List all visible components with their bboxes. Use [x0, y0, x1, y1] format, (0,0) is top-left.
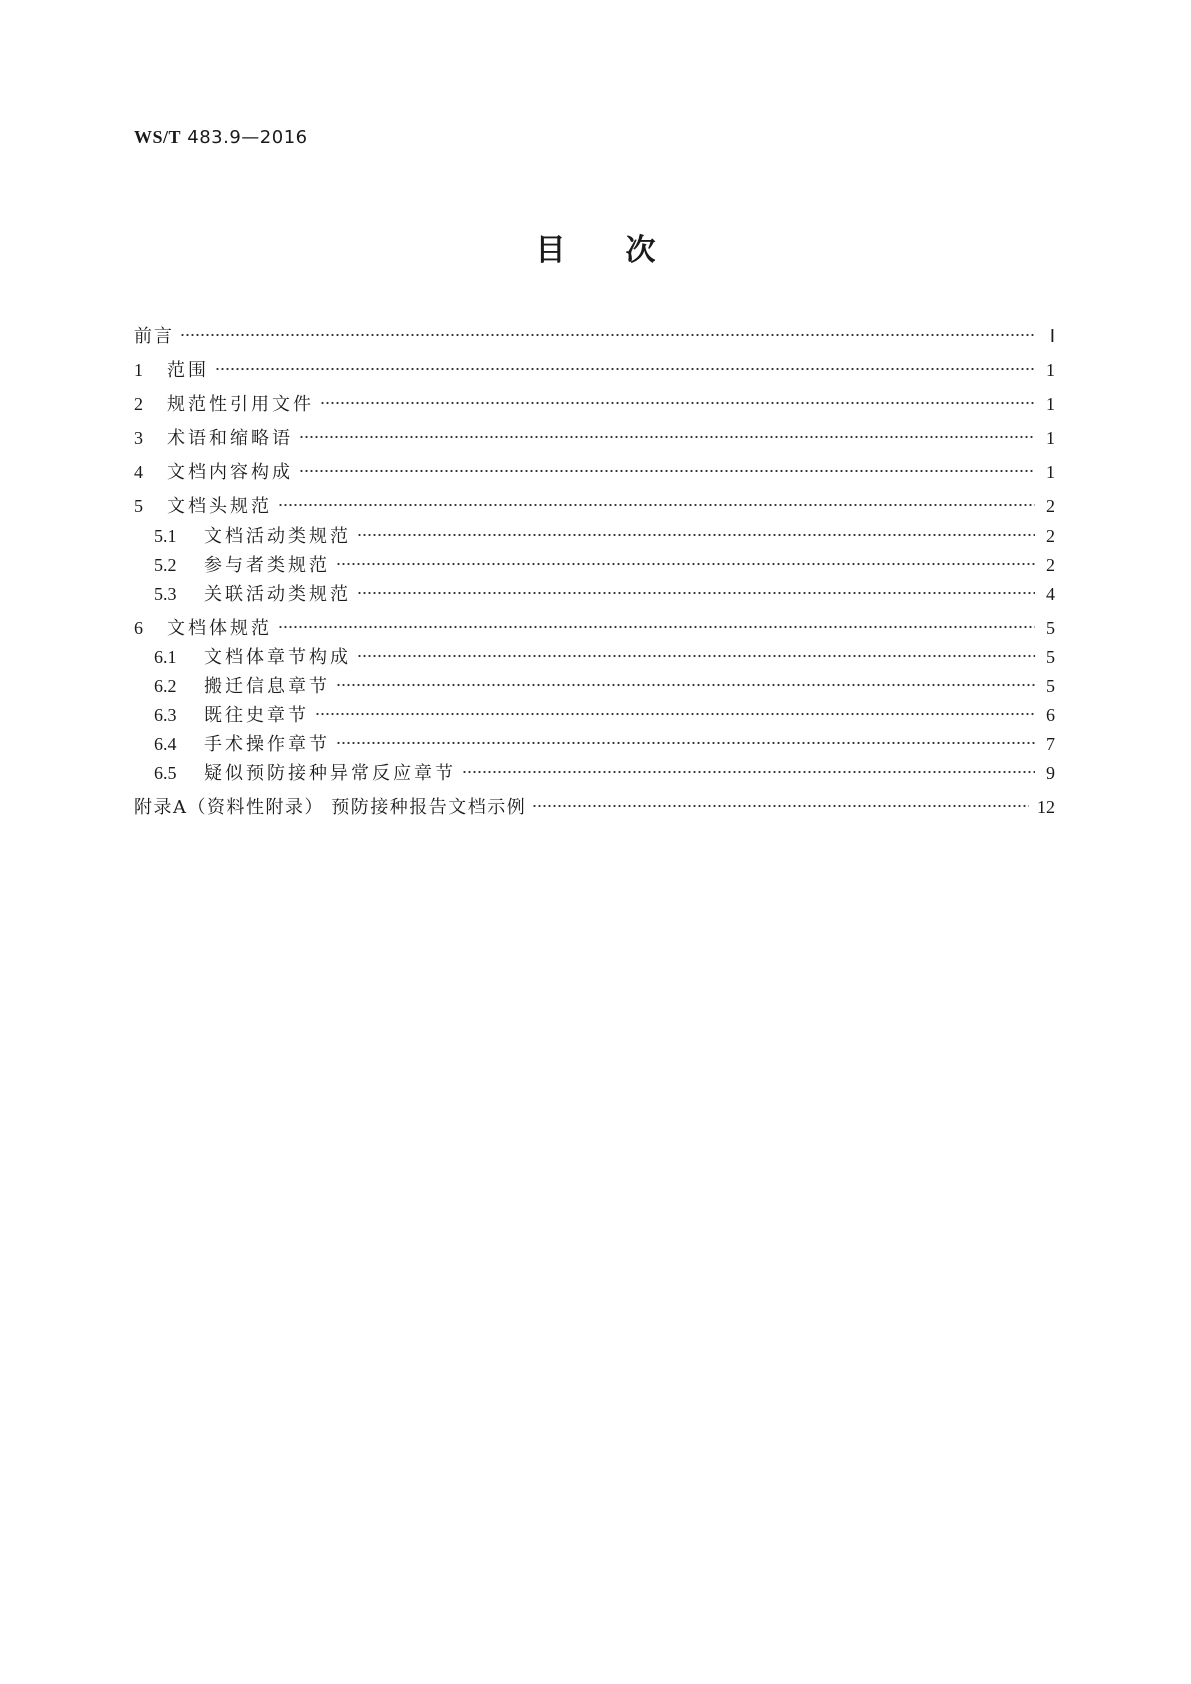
toc-page: 12 [1037, 797, 1055, 817]
toc-number: 5 [134, 496, 143, 516]
toc-label: 规范性引用文件 [167, 394, 314, 415]
toc-entry-6-2[interactable] [134, 672, 1055, 698]
toc-page: 5 [1046, 618, 1055, 638]
toc-page: 1 [1046, 360, 1055, 380]
toc-number: 5.3 [154, 584, 177, 604]
toc-number: 6.1 [154, 647, 177, 667]
toc-page: 2 [1046, 555, 1055, 575]
toc-entry-5[interactable] [134, 492, 1055, 518]
toc-entry-6-3[interactable] [134, 701, 1055, 727]
toc-entry-appendix-a[interactable] [134, 793, 1055, 819]
dot-leader [299, 435, 1035, 439]
standard-number: 483.9—2016 [181, 127, 308, 148]
toc-entry-6[interactable] [134, 614, 1055, 640]
toc-label: 搬迁信息章节 [204, 676, 330, 697]
toc-number: 6.5 [154, 763, 177, 783]
dot-leader [532, 804, 1029, 808]
toc-page: 1 [1046, 394, 1055, 414]
dot-leader [357, 591, 1035, 595]
dot-leader [320, 401, 1035, 405]
toc-page: 2 [1046, 526, 1055, 546]
dot-leader [299, 469, 1035, 473]
toc-number: 2 [134, 394, 143, 414]
dot-leader [315, 712, 1035, 716]
toc-page: 4 [1046, 584, 1055, 604]
toc-label: 疑似预防接种异常反应章节 [204, 763, 456, 784]
toc-entry-5-2[interactable] [134, 551, 1055, 577]
dot-leader [357, 654, 1035, 658]
dot-leader [462, 770, 1035, 774]
toc-label: 文档头规范 [167, 496, 272, 517]
toc-label: 附录A（资料性附录） 预防接种报告文档示例 [134, 797, 527, 818]
dot-leader [278, 503, 1035, 507]
toc-page: 2 [1046, 496, 1055, 516]
dot-leader [215, 367, 1035, 371]
toc-page: 7 [1046, 734, 1055, 754]
toc-entry-2[interactable] [134, 390, 1055, 416]
toc-number: 6.4 [154, 734, 177, 754]
toc-entry-1[interactable] [134, 356, 1055, 382]
toc-entry-4[interactable] [134, 458, 1055, 484]
toc-number: 3 [134, 428, 143, 448]
toc-number: 1 [134, 360, 143, 380]
toc-label: 既往史章节 [204, 705, 309, 726]
dot-leader [357, 533, 1035, 537]
toc-page: 6 [1046, 705, 1055, 725]
toc-entry-6-1[interactable] [134, 643, 1055, 669]
dot-leader [180, 333, 1035, 337]
toc-entry-6-4[interactable] [134, 730, 1055, 756]
toc-page: Ⅰ [1049, 326, 1055, 346]
toc-entry-6-5[interactable] [134, 759, 1055, 785]
toc-entry-3[interactable] [134, 424, 1055, 450]
dot-leader [336, 741, 1035, 745]
toc-page: 9 [1046, 763, 1055, 783]
toc-page: 1 [1046, 462, 1055, 482]
toc-number: 4 [134, 462, 143, 482]
toc-number: 6 [134, 618, 143, 638]
toc-page: 5 [1046, 676, 1055, 696]
toc-label: 前言 [134, 326, 174, 347]
standard-prefix: WS/T [134, 127, 182, 147]
toc-label: 范围 [167, 360, 209, 381]
toc-label: 关联活动类规范 [204, 584, 351, 605]
toc-label: 文档体章节构成 [204, 647, 351, 668]
toc-number: 6.2 [154, 676, 177, 696]
toc-number: 5.2 [154, 555, 177, 575]
toc-entry-5-3[interactable] [134, 580, 1055, 606]
toc-entry-foreword[interactable] [134, 322, 1055, 348]
toc-number: 6.3 [154, 705, 177, 725]
toc-page: 5 [1046, 647, 1055, 667]
toc-label: 文档内容构成 [167, 462, 293, 483]
dot-leader [278, 625, 1035, 629]
toc-label: 参与者类规范 [204, 555, 330, 576]
toc-number: 5.1 [154, 526, 177, 546]
dot-leader [336, 683, 1035, 687]
document-code [134, 127, 308, 148]
page-title: 目次 [535, 233, 716, 268]
toc-label: 文档活动类规范 [204, 526, 351, 547]
toc-label: 文档体规范 [167, 618, 272, 639]
toc-page: 1 [1046, 428, 1055, 448]
toc-label: 手术操作章节 [204, 734, 330, 755]
toc-entry-5-1[interactable] [134, 522, 1055, 548]
dot-leader [336, 562, 1035, 566]
toc-label: 术语和缩略语 [167, 428, 293, 449]
